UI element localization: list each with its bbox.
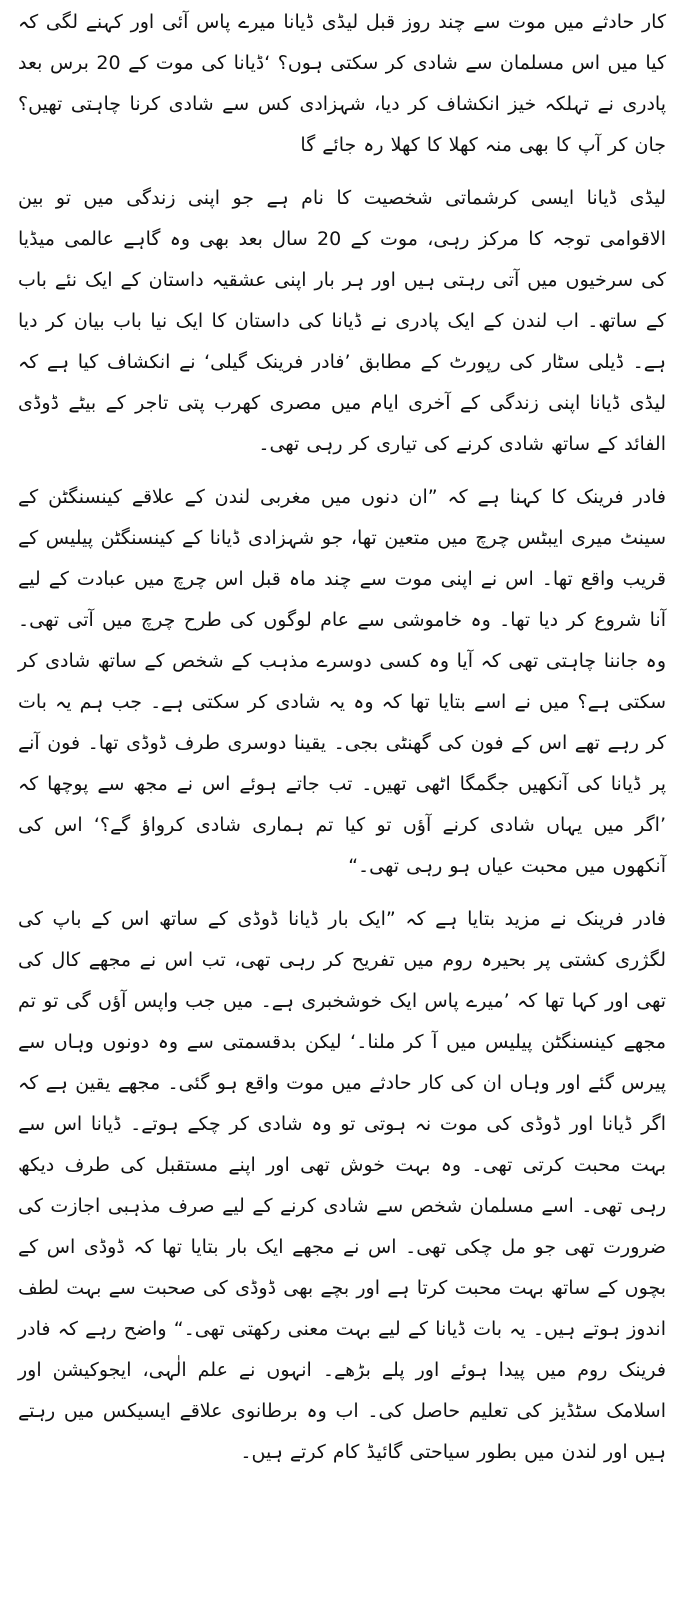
article-paragraph: فادر فرینک کا کہنا ہے کہ ”ان دنوں میں مغربی لندن کے علاقے کینسنگٹن کے سینٹ میری ایبٹس چرچ میں متعین تھا، جو شہزادی ڈیانا کے کینسنگٹن پیلیس کے قریب واقع تھا۔ اس نے اپنی موت سے چند ماہ قبل اس چرچ میں عبادت کے لیے آنا شروع کر دیا تھا۔ وہ خاموشی سے عام لوگوں کی طرح چرچ میں آتی تھی۔ وہ جاننا چاہتی تھی کہ آیا وہ کسی دوسرے مذہب کے شخص کے ساتھ شادی کر سکتی ہے؟ میں نے اسے بتایا تھا کہ وہ یہ شادی کر سکتی ہے۔ جب ہم یہ بات کر رہے تھے اس کے فون کی گھنٹی بجی۔ یقینا دوسری طرف ڈوڈی تھا۔ فون آنے پر ڈیانا کی آنکھیں جگمگا اٹھی تھیں۔ تب جاتے ہوئے اس نے مجھ سے پوچھا کہ ’اگر میں یہاں شادی کرنے آؤں تو کیا تم ہماری شادی کرواؤ گے؟‘ اس کی آنکھوں میں محبت عیاں ہو رہی تھی۔“	[18, 486, 666, 877]
article-paragraph: فادر فرینک نے مزید بتایا ہے کہ ”ایک بار ڈیانا ڈوڈی کے ساتھ اس کے باپ کی لگژری کشتی پر بحیرہ روم میں تفریح کر رہی تھی، تب اس نے مجھے کال کی تھی اور کہا تھا کہ ’میرے پاس ایک خوشخبری ہے۔ میں جب واپس آؤں گی تو تم مجھے کینسنگٹن پیلیس میں آ کر ملنا۔‘ لیکن بدقسمتی سے وہ دونوں وہاں سے پیرس گئے اور وہاں ان کی کار حادثے میں موت واقع ہو گئی۔ مجھے یقین ہے کہ اگر ڈیانا اور ڈوڈی کی موت نہ ہوتی تو وہ شادی کر چکے ہوتے۔ ڈیانا اس سے بہت محبت کرتی تھی۔ وہ بہت خوش تھی اور اپنے مستقبل کی طرف دیکھ رہی تھی۔ اسے مسلمان شخص سے شادی کرنے کے لیے صرف مذہبی اجازت کی ضرورت تھی جو مل چکی تھی۔ اس نے مجھے ایک بار بتایا تھا کہ ڈوڈی اس کے بچوں کے ساتھ بہت محبت کرتا ہے اور بچے بھی ڈوڈی کی صحبت سے بہت لطف اندوز ہوتے ہیں۔ یہ بات ڈیانا کے لیے بہت معنی رکھتی تھی۔“ واضح رہے کہ فادر فرینک روم میں پیدا ہوئے اور پلے بڑھے۔ انہوں نے علم الٰہی، ایجوکیشن اور اسلامک سٹڈیز کی تعلیم حاصل کی۔ اب وہ برطانوی علاقے ایسیکس میں رہتے ہیں اور لندن میں بطور سیاحتی گائیڈ کام کرتے ہیں۔	[18, 908, 666, 1463]
article-paragraph: لیڈی ڈیانا ایسی کرشماتی شخصیت کا نام ہے جو اپنی زندگی میں تو بین الاقوامی توجہ کا مرکز رہی، موت کے 20 سال بعد بھی وہ گاہے عالمی میڈیا کی سرخیوں میں آتی رہتی ہیں اور ہر بار اپنی عشقیہ داستان کے ایک نئے باب کے ساتھ۔ اب لندن کے ایک پادری نے ڈیانا کی داستان کا ایک نیا باب بیان کر دیا ہے۔ ڈیلی سٹار کی رپورٹ کے مطابق ’فادر فرینک گیلی‘ نے انکشاف کیا ہے کہ لیڈی ڈیانا اپنی زندگی کے آخری ایام میں مصری کھرب پتی تاجر کے بیٹے ڈوڈی الفائد کے ساتھ شادی کرنے کی تیاری کر رہی تھی۔	[18, 187, 666, 455]
article-paragraph-intro: کار حادثے میں موت سے چند روز قبل لیڈی ڈیانا میرے پاس آئی اور کہنے لگی کہ کیا میں اس مسلمان سے شادی کر سکتی ہوں؟ ‘ڈیانا کی موت کے 20 برس بعد پادری نے تہلکہ خیز انکشاف کر دیا، شہزادی کس سے شادی کرنا چاہتی تھیں؟ جان کر آپ کا بھی منہ کھلا کا کھلا رہ جائے گا	[18, 11, 666, 156]
